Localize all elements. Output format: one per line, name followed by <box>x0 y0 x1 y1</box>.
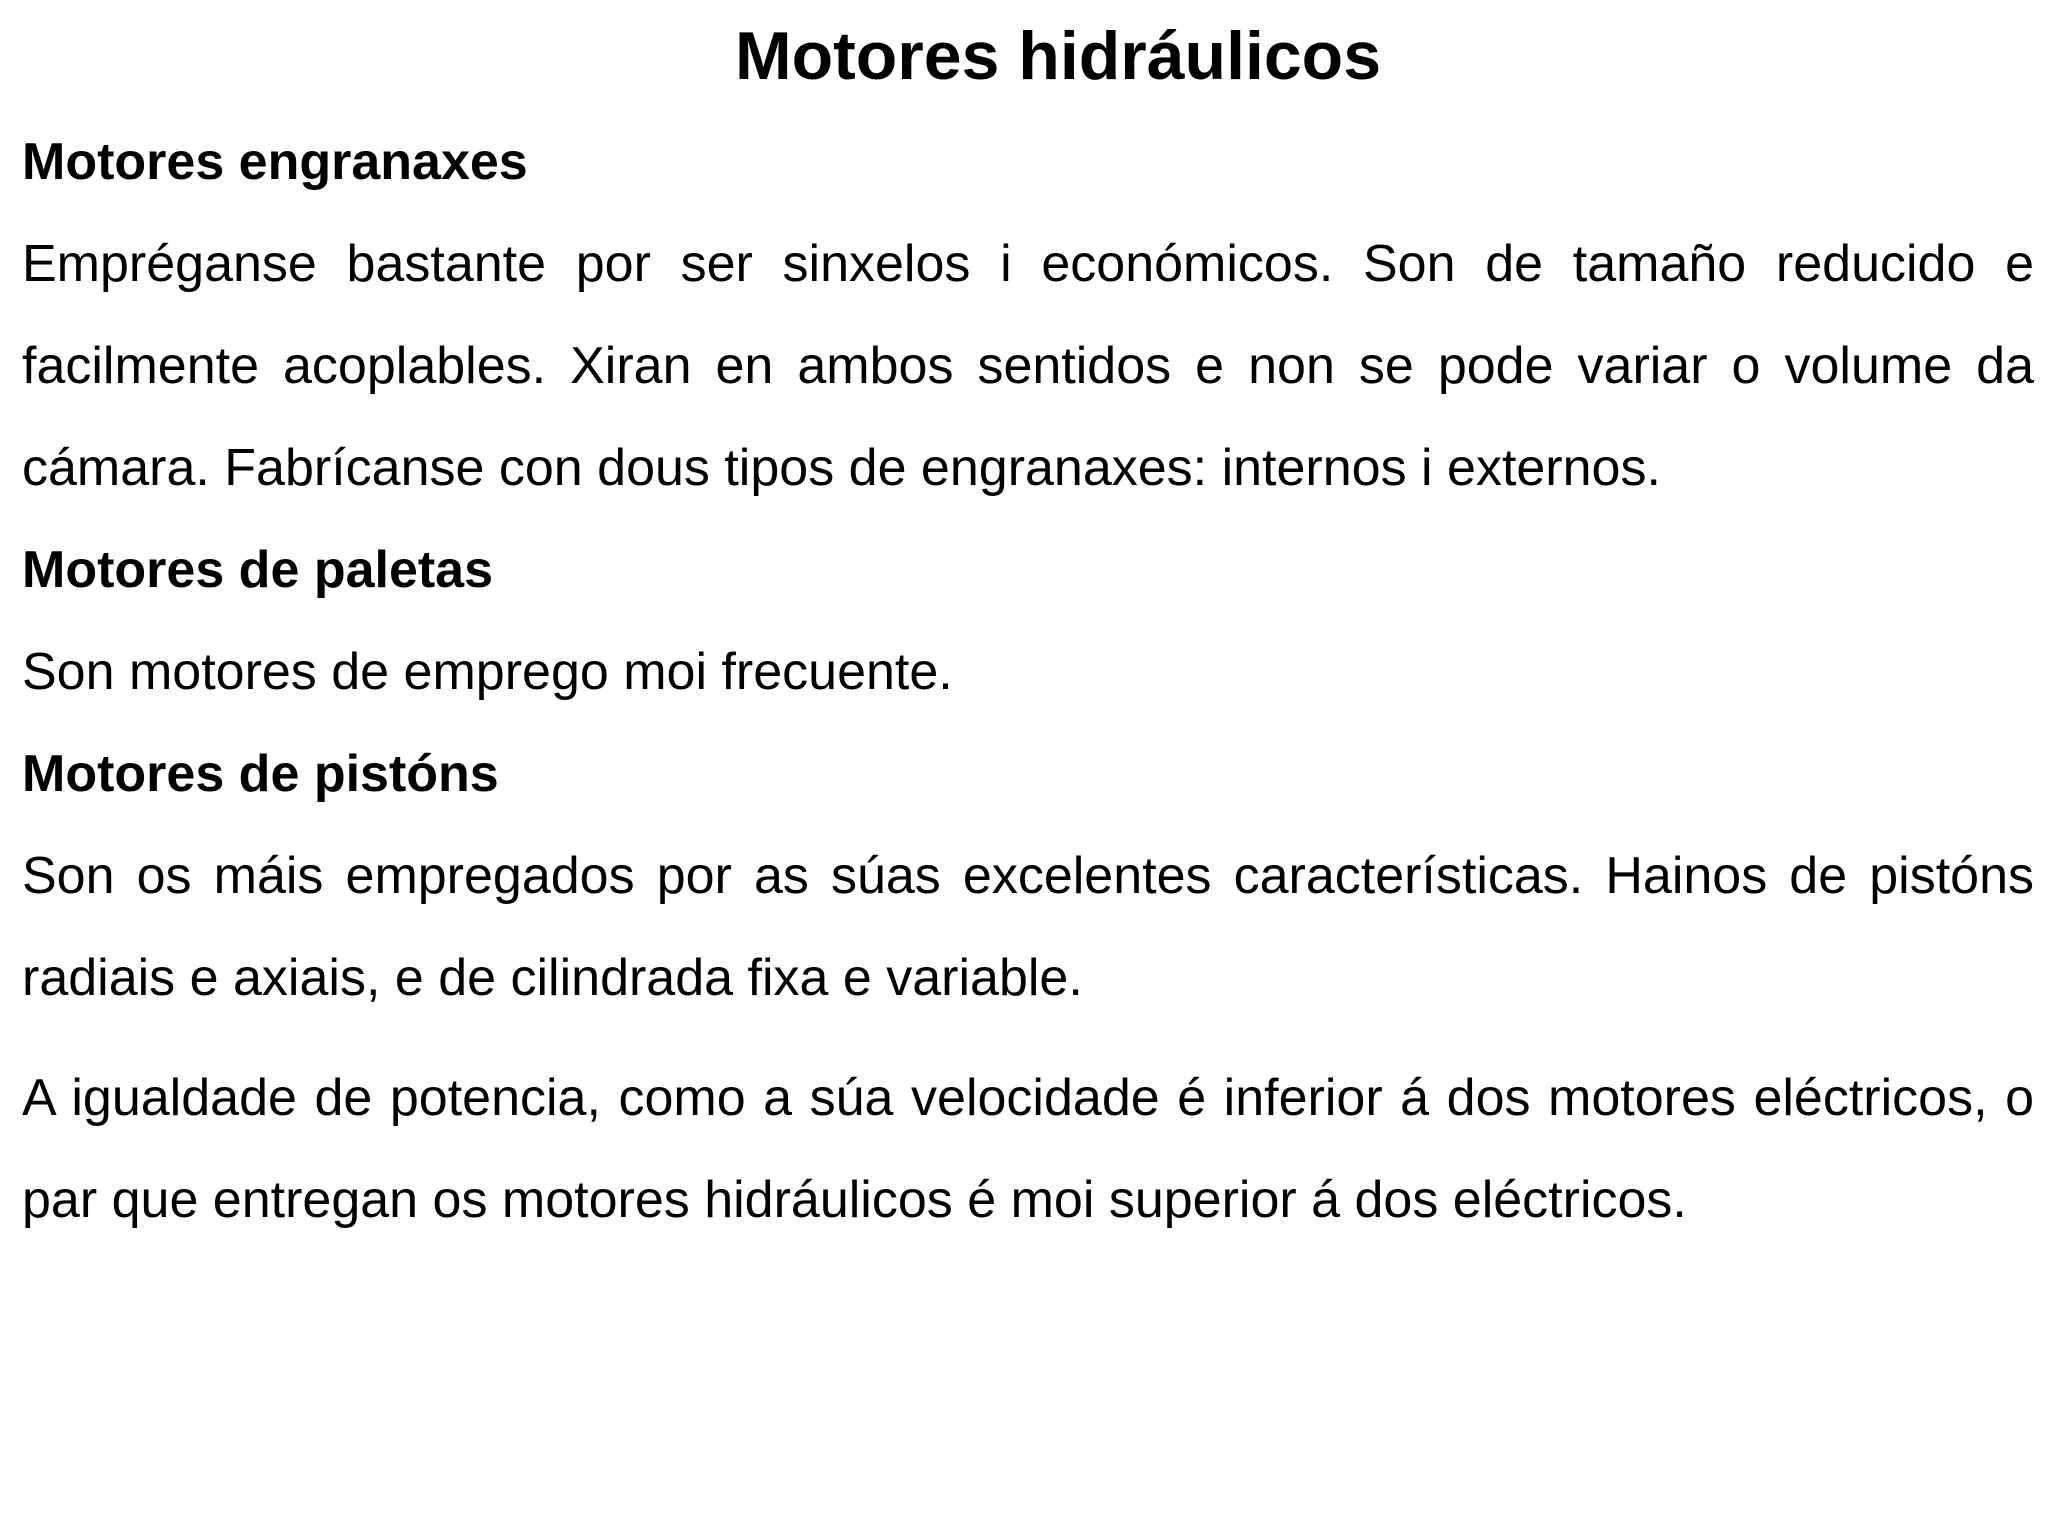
section-paragraph-gear-motors: Empréganse bastante por ser sinxelos i económicos. Son de tamaño reducido e facilmente acoplables. Xiran en ambos sentidos e non se pode variar o volume da cámara. Fabrícanse con dous tipos de engranaxes: internos i externos. <box>22 235 2034 497</box>
section-heading-gear-motors: Motores engranaxes <box>22 133 528 191</box>
section-paragraph-vane-motors: Son motores de emprego moi frecuente. <box>22 643 953 701</box>
document-title: Motores hidráulicos <box>734 18 1382 94</box>
section-heading-vane-motors: Motores de paletas <box>22 541 494 599</box>
document-page <box>22 0 2034 1251</box>
section-paragraph-piston-motors: Son os máis empregados por as súas excelentes características. Hainos de pistóns radiais e axiais, e de cilindrada fixa e variable. <box>22 847 2034 1007</box>
section-paragraph-power-comparison: A igualdade de potencia, como a súa velocidade é inferior á dos motores eléctricos, o par que entregan os motores hidráulicos é moi superior á dos eléctricos. <box>22 1069 2034 1229</box>
section-heading-piston-motors: Motores de pistóns <box>22 745 499 803</box>
